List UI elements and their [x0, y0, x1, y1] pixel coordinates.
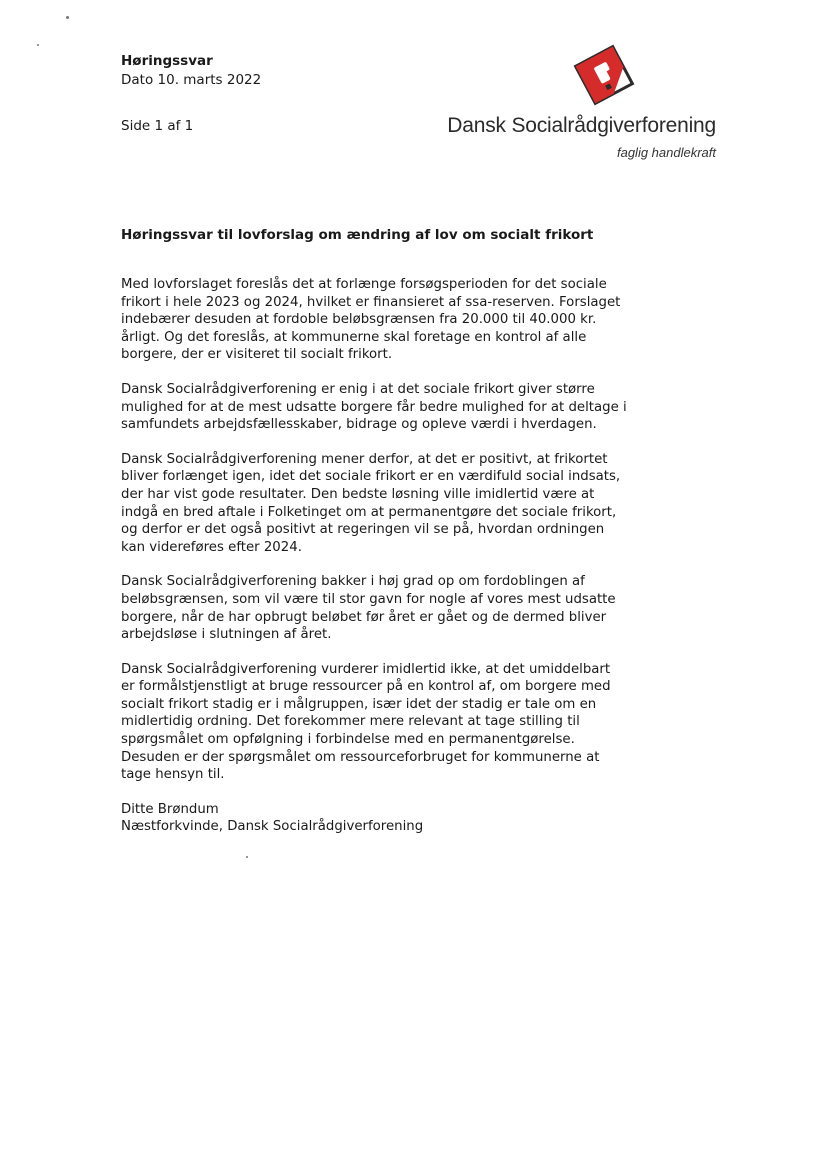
- paragraph: [121, 451, 641, 557]
- paragraph: [121, 661, 641, 784]
- scan-speck: [246, 856, 248, 858]
- signatory-title: Næstforkvinde, Dansk Socialrådgiverforening: [121, 819, 424, 835]
- document-type: Høringssvar: [121, 53, 213, 69]
- text-line: årligt. Og det foreslås, at kommunerne skal foretage en kontrol af alle: [121, 329, 587, 345]
- text-line: Dansk Socialrådgiverforening mener derfor, at det er positivt, at frikortet: [121, 451, 608, 467]
- signature-block: [121, 801, 641, 836]
- text-line: Dansk Socialrådgiverforening er enig i at det sociale frikort giver større: [121, 381, 595, 397]
- text-line: spørgsmålet om opfølgning i forbindelse med en permanentgørelse.: [121, 732, 575, 748]
- text-line: indgå en bred aftale i Folketinget om at permanentgøre det sociale frikort,: [121, 504, 617, 520]
- text-line: midlertidig ordning. Det forekommer mere relevant at tage stilling til: [121, 714, 580, 730]
- text-line: og derfor er det også positivt at regeringen vil se på, hvordan ordningen: [121, 522, 605, 538]
- signatory-name: Ditte Brøndum: [121, 801, 219, 817]
- organization-name: Dansk Socialrådgiverforening: [447, 114, 716, 137]
- paragraph: [121, 573, 641, 643]
- text-line: arbejdsløse i slutningen af året.: [121, 627, 332, 643]
- organization-tagline: faglig handlekraft: [616, 145, 716, 160]
- text-line: beløbsgrænsen, som vil være til stor gavn for nogle af vores mest udsatte: [121, 591, 616, 607]
- letter-body: [121, 276, 641, 836]
- page-number: Side 1 af 1: [121, 118, 194, 134]
- text-line: indebærer desuden at fordoble beløbsgrænsen fra 20.000 til 40.000 kr.: [121, 312, 597, 328]
- scan-speck: [66, 16, 69, 19]
- paragraph: [121, 381, 641, 434]
- text-line: kan videreføres efter 2024.: [121, 539, 302, 555]
- text-line: frikort i hele 2023 og 2024, hvilket er finansieret af ssa-reserven. Forslaget: [121, 294, 621, 310]
- text-line: der har vist gode resultater. Den bedste løsning ville imidlertid være at: [121, 486, 595, 502]
- text-line: Med lovforslaget foreslås det at forlænge forsøgsperioden for det sociale: [121, 277, 607, 292]
- text-line: bliver forlænget igen, idet det sociale frikort er en værdifuld social indsats,: [121, 469, 621, 485]
- letter-header: [121, 52, 261, 90]
- text-line: er formålstjenstligt at bruge ressourcer på en kontrol af, om borgere med: [121, 679, 611, 695]
- text-line: Dansk Socialrådgiverforening bakker i høj grad op om fordoblingen af: [121, 574, 585, 590]
- letter-date: Dato 10. marts 2022: [121, 72, 262, 88]
- text-line: Desuden er der spørgsmålet om ressourceforbruget for kommunerne at: [121, 749, 600, 765]
- text-line: tage hensyn til.: [121, 767, 225, 783]
- organization-logo: [440, 44, 720, 164]
- text-line: mulighed for at de mest udsatte borgere får bedre mulighed for at deltage i: [121, 399, 627, 415]
- text-line: Dansk Socialrådgiverforening vurderer imidlertid ikke, at det umiddelbart: [121, 661, 611, 677]
- letter-subject: Høringssvar til lovforslag om ændring af lov om socialt frikort: [121, 227, 594, 243]
- logo-mark-icon: [573, 44, 635, 106]
- paragraph: [121, 276, 641, 364]
- text-line: borgere, der er visiteret til socialt frikort.: [121, 347, 393, 363]
- text-line: socialt frikort stadig er i målgruppen, især idet der stadig er tale om en: [121, 696, 597, 712]
- text-line: borgere, når de har opbrugt beløbet før året er gået og de dermed bliver: [121, 609, 607, 625]
- text-line: samfundets arbejdsfællesskaber, bidrage og opleve værdi i hverdagen.: [121, 417, 597, 433]
- scan-speck: [37, 44, 39, 46]
